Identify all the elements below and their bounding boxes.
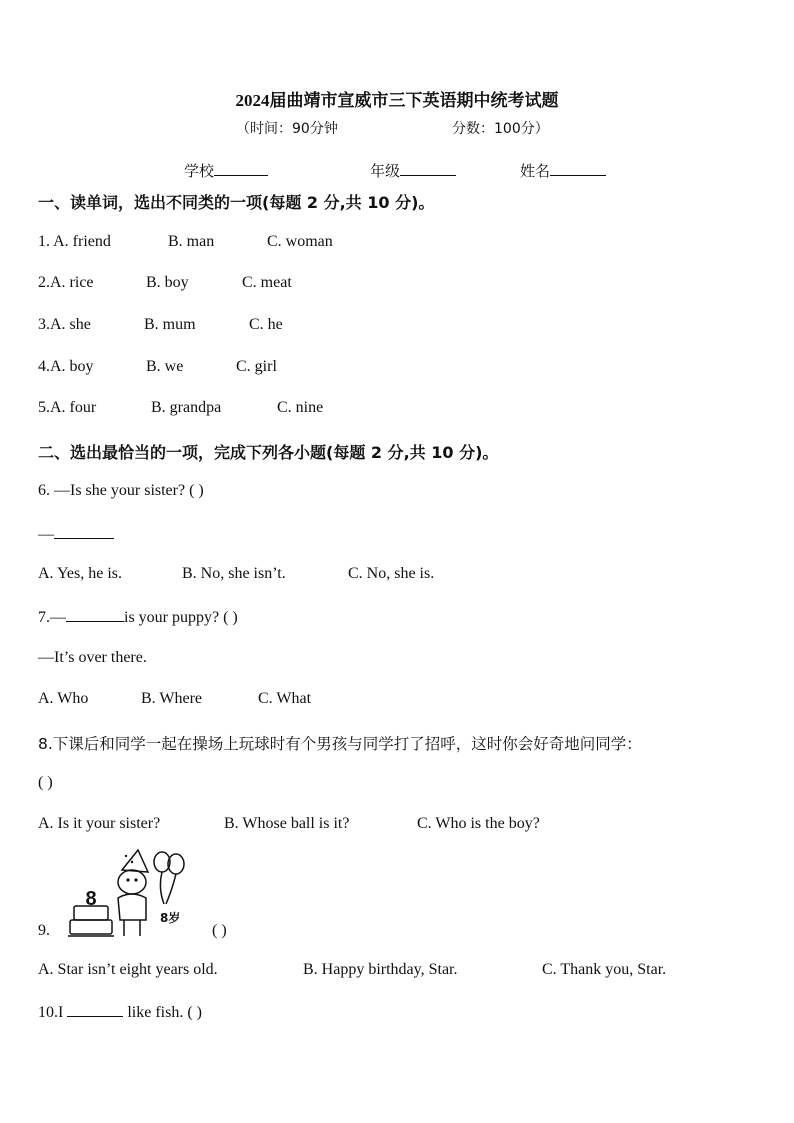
section-1-heading: 一、读单词，选出不同类的一项(每题 2 分,共 10 分)。 xyxy=(38,193,435,212)
q2-option-a: 2.A. rice xyxy=(38,274,94,291)
school-field xyxy=(184,160,268,181)
q3-option-c: C. he xyxy=(249,316,283,333)
q9-option-b: B. Happy birthday, Star. xyxy=(303,961,458,978)
q6-stem: 6. —Is she your sister? ( ) xyxy=(38,482,204,499)
q9-number: 9. xyxy=(38,922,50,939)
q7-stem-suffix: is your puppy? ( ) xyxy=(124,609,238,626)
grade-field xyxy=(370,160,456,181)
q10-blank xyxy=(67,1002,123,1017)
q8-option-a: A. Is it your sister? xyxy=(38,815,161,832)
q6-answer-dash: — xyxy=(38,526,54,543)
q8-option-c: C. Who is the boy? xyxy=(417,815,540,832)
q8-paren: ( ) xyxy=(38,774,53,791)
q5-option-b: B. grandpa xyxy=(151,399,222,416)
q5-option-a: 5.A. four xyxy=(38,399,97,416)
birthday-illustration xyxy=(66,848,190,940)
grade-blank xyxy=(400,161,456,176)
q7-stem xyxy=(38,607,238,627)
q7-option-a: A. Who xyxy=(38,690,89,707)
q10-stem-suffix: like fish. ( ) xyxy=(127,1004,202,1021)
page-title: 2024届曲靖市宣威市三下英语期中统考试题 xyxy=(235,91,559,110)
grade-label: 年级 xyxy=(370,162,401,180)
q9-option-a: A. Star isn’t eight years old. xyxy=(38,961,218,978)
q4-option-c: C. girl xyxy=(236,358,277,375)
name-field xyxy=(520,160,606,181)
q7-option-c: C. What xyxy=(258,690,312,707)
name-label: 姓名 xyxy=(520,162,551,180)
name-blank xyxy=(550,161,606,176)
q5-option-c: C. nine xyxy=(277,399,324,416)
q7-reply: —It’s over there. xyxy=(38,649,147,666)
q9-paren: ( ) xyxy=(212,922,227,939)
q10-stem xyxy=(38,1002,202,1022)
cake-number: 8 xyxy=(85,888,97,910)
q4-option-a: 4.A. boy xyxy=(38,358,94,375)
q6-option-a: A. Yes, he is. xyxy=(38,565,123,582)
q10-stem-prefix: 10.I xyxy=(38,1004,64,1021)
q4-option-b: B. we xyxy=(146,358,184,375)
q6-answer-blank xyxy=(54,524,114,539)
q7-stem-prefix: 7.— xyxy=(38,609,66,626)
q6-option-b: B. No, she isn’t. xyxy=(182,565,286,582)
q1-option-b: B. man xyxy=(168,233,215,250)
school-blank xyxy=(214,161,268,176)
q3-option-a: 3.A. she xyxy=(38,316,91,333)
section-2-heading: 二、选出最恰当的一项，完成下列各小题(每题 2 分,共 10 分)。 xyxy=(38,443,499,462)
q8-stem: 8.下课后和同学一起在操场上玩球时有个男孩与同学打了招呼，这时你会好奇地问同学： xyxy=(38,735,642,753)
q7-option-b: B. Where xyxy=(141,690,203,707)
q8-option-b: B. Whose ball is it? xyxy=(224,815,350,832)
school-label: 学校 xyxy=(184,162,215,180)
q2-option-b: B. boy xyxy=(146,274,189,291)
exam-score: 分数：100分） xyxy=(452,121,549,137)
exam-time: （时间：90分钟 xyxy=(236,121,338,137)
q6-option-c: C. No, she is. xyxy=(348,565,435,582)
q7-blank xyxy=(66,607,124,622)
q9-option-c: C. Thank you, Star. xyxy=(542,961,667,978)
q2-option-c: C. meat xyxy=(242,274,292,291)
age-label: 8岁 xyxy=(160,911,181,925)
q6-answer-line xyxy=(38,524,114,544)
q1-option-c: C. woman xyxy=(267,233,333,250)
q1-option-a: 1. A. friend xyxy=(38,233,111,250)
q3-option-b: B. mum xyxy=(144,316,196,333)
